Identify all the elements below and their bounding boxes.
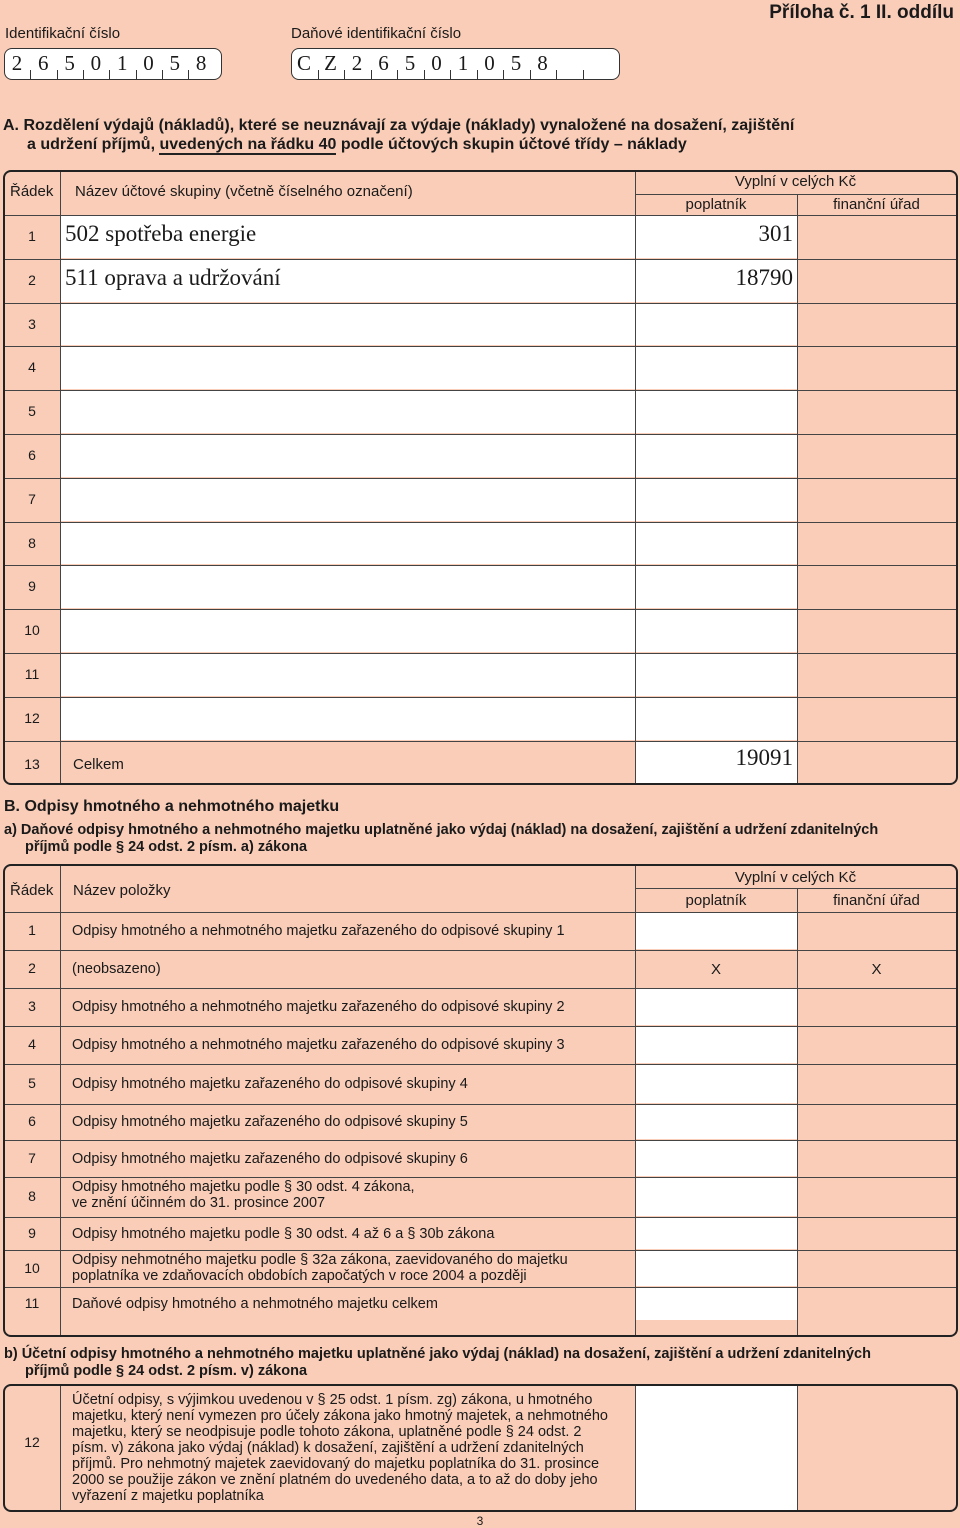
row12-text-line: majetku, který se neodpisuje podle tohoto zákona, uplatněné podle § 24 odst. 2	[72, 1424, 582, 1440]
ic-digit: 6	[38, 51, 49, 75]
row-number: 9	[28, 1224, 36, 1241]
row-number: 8	[28, 1188, 36, 1204]
row-number: 11	[24, 1295, 40, 1311]
col-header-payer: poplatník	[685, 196, 747, 213]
row-number: 7	[28, 490, 36, 507]
col-header-office-b: finanční úřad	[833, 892, 920, 909]
row-payer-input[interactable]	[636, 523, 797, 565]
row-text: Odpisy hmotného majetku zařazeného do odpisové skupiny 4	[72, 1076, 468, 1092]
row12-text-line: 2000 se použije zákon ve znění platném do uvedeného data, a to až do doby jeho	[72, 1472, 598, 1488]
row-number: 12	[24, 709, 40, 726]
row-payer-value: 301	[758, 221, 793, 246]
dic-digit: 1	[457, 51, 469, 75]
row-text: Odpisy hmotného majetku zařazeného do odpisové skupiny 5	[72, 1114, 468, 1130]
row-text: (neobsazeno)	[72, 961, 161, 977]
dic-digit: Z	[324, 51, 337, 75]
row-text: Odpisy nehmotného majetku podle § 32a zákona, zaevidovaného do majetku poplatníka ve zdaňovacích obdobích započatých v roce 2004 a později	[72, 1252, 568, 1284]
dic-digit: 0	[431, 51, 442, 75]
row12-text-line: majetku, který není vymezen pro účely zákona jako hmotný majetek, a nehmotného	[72, 1408, 608, 1424]
ic-digit: 8	[195, 51, 207, 75]
row-number: 8	[28, 534, 36, 551]
row-payer-value: 18790	[735, 264, 793, 290]
row-number: 1	[28, 922, 36, 938]
row-name-input[interactable]	[61, 566, 635, 608]
row-payer-input[interactable]	[636, 989, 797, 1025]
row-number: 9	[28, 578, 36, 595]
total-row-number: 13	[24, 755, 40, 772]
row-payer-input[interactable]	[636, 1027, 797, 1063]
row-payer-input[interactable]	[636, 1065, 797, 1103]
dic-digit: 2	[351, 51, 363, 75]
section-a-title	[3, 116, 958, 154]
row-text: Odpisy hmotného a nehmotného majetku zařazeného do odpisové skupiny 3	[72, 1037, 565, 1053]
col-header-fill-b: Vyplní v celých Kč	[734, 869, 857, 886]
section-a-title-line2: a udržení příjmů, uvedených na řádku 40 podle účtových skupin účtové třídy – náklady	[27, 136, 687, 153]
row-number: 4	[28, 1036, 36, 1052]
total-value: 19091	[735, 744, 793, 770]
row-text: Odpisy hmotného a nehmotného majetku zařazeného do odpisové skupiny 2	[72, 999, 565, 1015]
ic-digit: 5	[169, 51, 181, 75]
row-payer-input[interactable]	[636, 435, 797, 477]
row-payer-input[interactable]	[636, 913, 797, 949]
row-number: 7	[28, 1149, 36, 1166]
section-b-b-title: b) Účetní odpisy hmotného a nehmotného majetku uplatněné jako výdaj (náklad) na dosažení, zajištění a udržení zdanitelných příjmů podle § 24 odst. 2 písm. v) zákona	[4, 1346, 871, 1379]
dic-digit: 0	[484, 51, 495, 75]
row-name-input[interactable]	[61, 523, 635, 565]
row-name-input[interactable]	[61, 391, 635, 433]
dic-digit: 5	[510, 51, 522, 75]
row-name-input[interactable]	[61, 435, 635, 477]
row-number: 6	[28, 447, 36, 463]
row-number: 4	[28, 359, 36, 376]
dic-digit: 6	[378, 51, 389, 75]
row-name-input[interactable]	[61, 347, 635, 389]
table-b-row12	[3, 1384, 958, 1512]
row12-number: 12	[24, 1434, 40, 1450]
row-name: 511 oprava a udržování	[65, 264, 281, 290]
section-b-title: B. Odpisy hmotného a nehmotného majetku	[4, 798, 340, 815]
dic-digit: 8	[537, 51, 548, 75]
row-payer-input[interactable]	[636, 654, 797, 696]
ic-digit: 0	[143, 51, 154, 75]
row12-text-line: vyřazení z majetku poplatníka	[72, 1488, 264, 1504]
row-payer-input[interactable]	[636, 566, 797, 608]
row-number: 5	[28, 403, 36, 420]
row-number: 6	[28, 1113, 36, 1129]
row-payer-input[interactable]	[636, 304, 797, 346]
row-number: 1	[28, 228, 36, 244]
row-number: 10	[24, 622, 40, 639]
row-name-input[interactable]	[61, 304, 635, 346]
row-name-input[interactable]	[61, 654, 635, 696]
page-number: 3	[476, 1514, 484, 1528]
col-header-row-b: Řádek	[10, 882, 54, 899]
row-number: 10	[24, 1259, 40, 1276]
ic-digit: 1	[116, 51, 128, 75]
row-payer-input[interactable]	[636, 1141, 797, 1176]
col-header-office: finanční úřad	[833, 196, 920, 213]
row-number: 2	[28, 271, 36, 288]
row-payer-input[interactable]	[636, 1105, 797, 1139]
section-a-title-line1: A. Rozdělení výdajů (nákladů), které se neuznávají za výdaje (náklady) vynaložené na dosažení, zajištění	[3, 117, 795, 134]
row-number: 5	[28, 1075, 36, 1091]
table-a	[3, 170, 958, 785]
ic-digit: 2	[11, 51, 23, 75]
row-payer-input[interactable]	[636, 479, 797, 521]
total-label: Celkem	[73, 755, 124, 773]
row12-payer-input[interactable]	[636, 1386, 797, 1510]
row-payer-x: X	[710, 961, 721, 978]
dic-label: Daňové identifikační číslo	[291, 25, 462, 42]
section-b-a-title: a) Daňové odpisy hmotného a nehmotného majetku uplatněné jako výdaj (náklad) na dosažení, zajištění a udržení zdanitelných příjmů podle § 24 odst. 2 písm. a) zákona	[4, 822, 879, 855]
row-office-x: X	[871, 961, 882, 978]
row-number: 3	[28, 998, 36, 1014]
row-payer-input[interactable]	[636, 1218, 797, 1249]
col-header-name: Název účtové skupiny (včetně číselného označení)	[75, 183, 413, 200]
dic-digit: C	[296, 51, 311, 75]
col-header-row: Řádek	[10, 183, 54, 200]
dic-separator	[556, 70, 557, 79]
row-name-input[interactable]	[61, 479, 635, 521]
row-text: Odpisy hmotného majetku podle § 30 odst. 4 až 6 a § 30b zákona	[72, 1225, 495, 1242]
row-payer-input[interactable]	[636, 1288, 797, 1320]
col-header-payer-b: poplatník	[685, 892, 747, 909]
ic-field[interactable]	[4, 48, 222, 80]
row-text: Odpisy hmotného majetku zařazeného do odpisové skupiny 6	[72, 1150, 468, 1167]
row-number: 2	[28, 960, 36, 976]
table-b	[3, 864, 958, 1337]
dic-digit: 5	[404, 51, 416, 75]
col-header-fill: Vyplní v celých Kč	[734, 173, 857, 190]
row-number: 3	[28, 315, 36, 332]
row-payer-input[interactable]	[636, 1251, 797, 1286]
attachment-title: Příloha č. 1 II. oddílu	[769, 2, 954, 23]
row-name-input[interactable]	[61, 610, 635, 652]
dic-field[interactable]	[291, 48, 620, 80]
row-text: Daňové odpisy hmotného a nehmotného majetku celkem	[72, 1296, 438, 1312]
row-name-input[interactable]	[61, 698, 635, 740]
col-header-name-b: Název položky	[73, 882, 171, 899]
row-payer-input[interactable]	[636, 698, 797, 740]
ic-digit: 0	[90, 51, 102, 75]
row-payer-input[interactable]	[636, 347, 797, 389]
row12-text	[72, 1392, 608, 1504]
row12-text-line: příjmů. Pro nehmotný majetek zaevidovaný do majetku poplatníka do 31. prosince	[72, 1456, 600, 1472]
row12-text-line: Účetní odpisy, s výjimkou uvedenou v § 25 odst. 1 písm. zg) zákona, u hmotného	[72, 1392, 593, 1408]
row-payer-input[interactable]	[636, 610, 797, 652]
ic-label: Identifikační číslo	[5, 25, 121, 42]
row-payer-input[interactable]	[636, 391, 797, 433]
row-payer-input[interactable]	[636, 1178, 797, 1216]
row12-text-line: písm. v) zákona jako výdaj (náklad) k dosažení, zajištění a udržení zdanitelných	[72, 1440, 584, 1456]
row-text: Odpisy hmotného majetku podle § 30 odst. 4 zákona, ve znění účinném do 31. prosince 2007	[72, 1179, 415, 1211]
row-name: 502 spotřeba energie	[65, 221, 257, 246]
row-text: Odpisy hmotného a nehmotného majetku zařazeného do odpisové skupiny 1	[72, 923, 565, 939]
ic-digit: 5	[64, 51, 75, 75]
dic-separator	[583, 70, 584, 79]
row-number: 11	[24, 666, 40, 682]
